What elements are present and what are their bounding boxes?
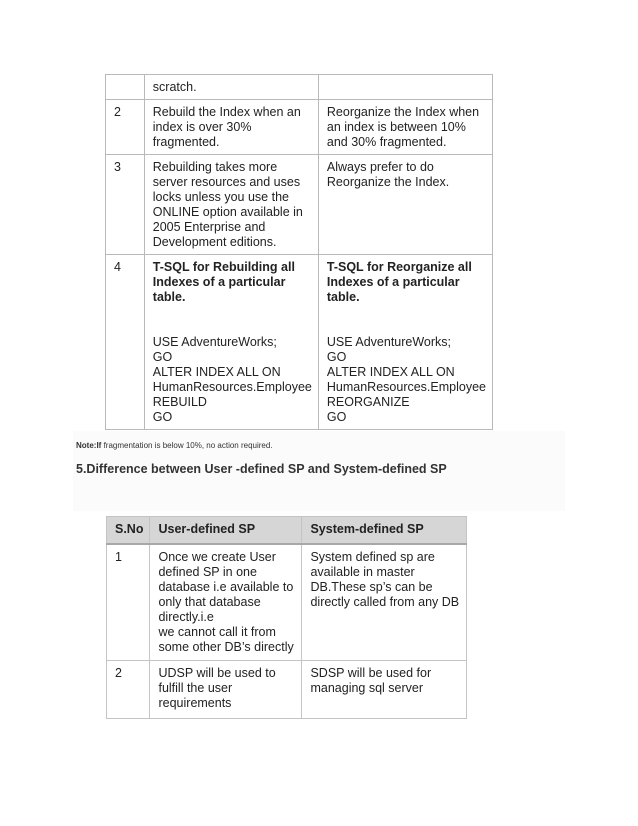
- reorganize-cell: [318, 75, 492, 100]
- text-line: fragmented.: [152, 135, 220, 149]
- table-row: [106, 100, 493, 155]
- code-line: REORGANIZE: [326, 395, 410, 409]
- text-line: directly called from any DB: [310, 594, 460, 609]
- note-text: [76, 441, 273, 450]
- text-line: System defined sp are: [310, 549, 435, 564]
- index-comparison-table: [105, 74, 493, 430]
- text-line: locks unless you use the: [152, 190, 289, 204]
- column-header-system-defined: System-defined SP: [302, 517, 467, 544]
- text-line: we cannot call it from: [158, 624, 276, 639]
- row-number: 2: [106, 100, 145, 155]
- text-line: only that database: [158, 594, 261, 609]
- cell-heading: T-SQL for Reorganize all: [326, 260, 472, 274]
- table-row: [107, 544, 467, 661]
- rebuild-cell: [144, 155, 318, 255]
- row-number: 4: [106, 255, 145, 430]
- rebuild-cell: [144, 75, 318, 100]
- section-heading: 5.Difference between User -defined SP and System-defined SP: [76, 462, 447, 476]
- text-line: index is over 30%: [152, 120, 252, 134]
- text-line: Rebuild the Index when an: [152, 105, 301, 119]
- row-number: [106, 75, 145, 100]
- code-line: USE AdventureWorks;: [326, 335, 452, 349]
- system-defined-cell: [302, 544, 467, 661]
- user-defined-cell: [150, 544, 302, 661]
- text-line: Reorganize the Index.: [326, 175, 450, 189]
- text-line: scratch.: [152, 80, 197, 94]
- text-line: server resources and uses: [152, 175, 301, 189]
- table-row: [106, 75, 493, 100]
- code-line: ALTER INDEX ALL ON: [326, 365, 455, 379]
- row-number: 1: [107, 544, 150, 661]
- text-line: Once we create User: [158, 549, 276, 564]
- table-row: [107, 660, 467, 718]
- code-line: GO: [152, 350, 173, 364]
- cell-heading: table.: [152, 290, 186, 304]
- cell-heading: T-SQL for Rebuilding all: [152, 260, 295, 274]
- text-line: Always prefer to do: [326, 160, 434, 174]
- column-header-user-defined: User-defined SP: [150, 517, 302, 544]
- cell-heading: Indexes of a particular: [152, 275, 286, 289]
- table-row: [106, 255, 493, 430]
- note-body: fragmentation is below 10%, no action required.: [101, 441, 273, 450]
- code-line: ALTER INDEX ALL ON: [152, 365, 281, 379]
- text-line: an index is between 10%: [326, 120, 466, 134]
- sp-comparison-table: [106, 516, 467, 719]
- user-defined-cell: [150, 660, 302, 718]
- reorganize-cell: [318, 100, 492, 155]
- code-line: GO: [326, 350, 347, 364]
- text-line: DB.These sp’s can be: [310, 579, 433, 594]
- note-marker: If: [96, 441, 102, 450]
- code-line: USE AdventureWorks;: [152, 335, 277, 349]
- table-row: [106, 155, 493, 255]
- text-line: UDSP will be used to: [158, 665, 276, 680]
- row-number: 2: [107, 660, 150, 718]
- text-line: Rebuilding takes more: [152, 160, 278, 174]
- text-line: defined SP in one: [158, 564, 257, 579]
- code-line: REBUILD: [152, 395, 207, 409]
- text-line: Development editions.: [152, 235, 277, 249]
- text-line: ONLINE option available in: [152, 205, 303, 219]
- text-line: managing sql server: [310, 680, 424, 695]
- code-line: HumanResources.Employee: [152, 380, 312, 394]
- system-defined-cell: [302, 660, 467, 718]
- row-number: 3: [106, 155, 145, 255]
- cell-heading: Indexes of a particular: [326, 275, 460, 289]
- code-line: HumanResources.Employee: [326, 380, 486, 394]
- table-header-row: [107, 517, 467, 544]
- text-line: 2005 Enterprise and: [152, 220, 266, 234]
- text-line: available in master: [310, 564, 415, 579]
- text-line: and 30% fragmented.: [326, 135, 447, 149]
- text-line: directly.i.e: [158, 609, 214, 624]
- reorganize-cell: [318, 155, 492, 255]
- text-line: some other DB’s directly: [158, 639, 294, 654]
- note-label: Note:: [76, 441, 97, 450]
- text-line: SDSP will be used for: [310, 665, 432, 680]
- rebuild-cell: [144, 255, 318, 430]
- code-line: GO: [152, 410, 173, 424]
- text-line: requirements: [158, 695, 232, 710]
- reorganize-cell: [318, 255, 492, 430]
- rebuild-cell: [144, 100, 318, 155]
- text-line: Reorganize the Index when: [326, 105, 480, 119]
- text-line: database i.e available to: [158, 579, 294, 594]
- code-line: GO: [326, 410, 347, 424]
- text-line: fulfill the user: [158, 680, 233, 695]
- column-header-sno: S.No: [107, 517, 150, 544]
- cell-heading: table.: [326, 290, 360, 304]
